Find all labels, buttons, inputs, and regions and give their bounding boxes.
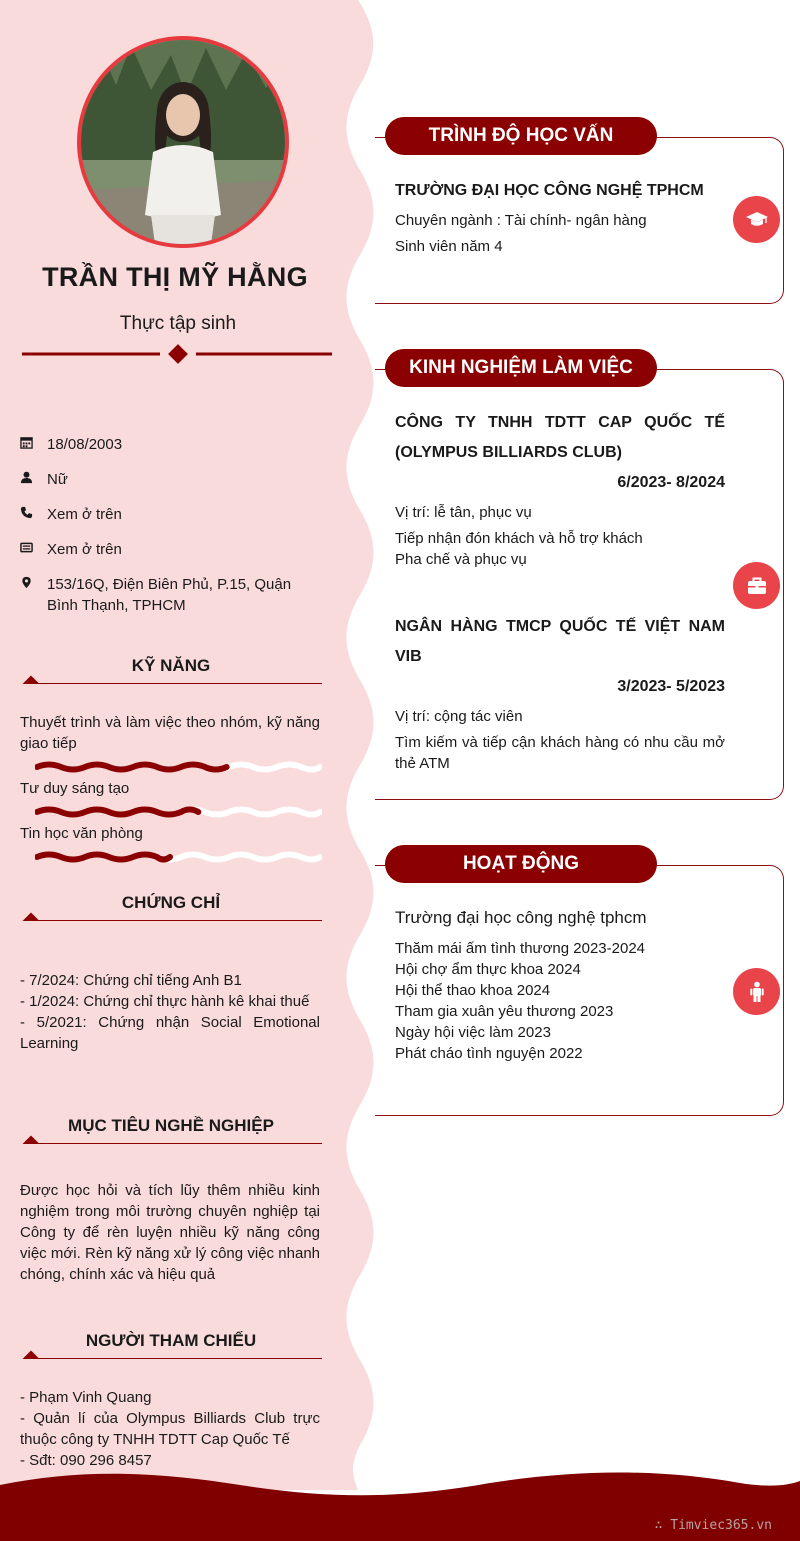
phone-row [20,504,320,525]
activities-list [395,938,725,1064]
phone-icon [20,504,47,519]
job-title: Thực tập sinh [119,313,237,334]
skill-bar-1 [35,760,322,774]
skill-bar-3 [35,850,322,864]
name-divider [22,344,332,364]
job-1-period: 6/2023- 8/2024 [617,474,725,491]
graduation-cap-icon [745,208,769,232]
certificates-title: CHỨNG CHỈ [121,893,221,912]
user-icon [20,469,47,484]
envelope-icon [20,539,47,554]
reference-item: - Sđt: 090 296 8457 [20,1452,152,1469]
briefcase-icon [746,575,768,597]
address [47,574,291,616]
education-major: Chuyên ngành : Tài chính- ngân hàng [395,212,647,229]
birthday: 18/08/2003 [47,436,123,453]
activities-org: Trường đại học công nghệ tphcm [395,908,647,927]
job-2-company: NGÂN HÀNG TMCP QUỐC TẾ VIỆT NAM VIB [395,618,725,665]
watermark: ∴ Timviec365.vn [654,1518,772,1533]
skill-label-3: Tin học văn phòng [20,825,143,842]
job-2-position: Vị trí: cộng tác viên [395,708,523,725]
reference-item: - Phạm Vinh Quang [20,1389,152,1406]
birthday-row [20,434,320,455]
address-line-1: 153/16Q, Điện Biên Phủ, P.15, Quận [47,576,292,593]
email-row [20,539,320,560]
map-pin-icon [20,574,47,589]
skill-fill-1 [37,765,227,770]
education-school: TRƯỜNG ĐẠI HỌC CÔNG NGHỆ TPHCM [395,182,704,199]
full-name: TRẦN THỊ MỸ HẰNG [42,262,308,292]
objective-text: Được học hỏi và tích lũy thêm nhiều kinh nghiệm trong môi trường chuyên nghiệp tại Công ty để rèn luyện nhiều kỹ năng công việc mới. Rèn kỹ năng xử lý công việc nhanh chóng, chính xác và hiệu quả [20,1182,320,1283]
education-title: TRÌNH ĐỘ HỌC VẤN [385,117,657,155]
references-heading [20,1331,322,1361]
activities-title: HOẠT ĐỘNG [385,845,657,883]
experience-title: KINH NGHIỆM LÀM VIỆC [385,349,657,387]
reference-item: - Quản lí của Olympus Billiards Club trực thuộc công ty TNHH TDTT Cap Quốc Tế [20,1410,320,1448]
experience-badge [733,562,780,609]
education-badge [733,196,780,243]
job-1-duty-2: Pha chế và phục vụ [395,551,527,568]
person-icon [747,981,767,1003]
skill-label-2: Tư duy sáng tạo [20,780,130,797]
skill-fill-2 [37,810,198,815]
job-1-company: CÔNG TY TNHH TDTT CAP QUỐC TẾ (OLYMPUS BILLIARDS CLUB) [395,414,725,461]
certificate-item: - 7/2024: Chứng chỉ tiếng Anh B1 [20,972,242,989]
objective-heading [20,1116,322,1146]
job-2-duty-1: Tìm kiếm và tiếp cận khách hàng có nhu cầu mở thẻ ATM [395,734,725,772]
gender-row [20,469,320,490]
activity-item: Hội chợ ẩm thực khoa 2024 [395,961,581,978]
certificates-list [20,970,320,1054]
skill-label-1: Thuyết trình và làm việc theo nhóm, kỹ năng giao tiếp [20,714,320,752]
education-year: Sinh viên năm 4 [395,238,503,255]
references-title: NGƯỜI THAM CHIẾU [85,1331,257,1350]
certificate-item: - 5/2021: Chứng nhận Social Emotional Learning [20,1014,320,1052]
job-2-period: 3/2023- 5/2023 [617,678,725,695]
activity-item: Hội thể thao khoa 2024 [395,982,551,999]
phone: Xem ở trên [47,506,122,523]
references-list [20,1387,320,1471]
certificate-item: - 1/2024: Chứng chỉ thực hành kê khai thuế [20,993,310,1010]
job-1-duty-1: Tiếp nhận đón khách và hỗ trợ khách [395,530,643,547]
activity-item: Phát cháo tình nguyện 2022 [395,1045,583,1062]
skills-title: KỸ NĂNG [131,656,211,675]
objective-title: MỤC TIÊU NGHỀ NGHIỆP [68,1116,274,1135]
skill-bar-2 [35,805,322,819]
gender: Nữ [47,471,68,488]
address-line-2: Bình Thạnh, TPHCM [47,597,186,614]
activities-badge [733,968,780,1015]
activity-item: Tham gia xuân yêu thương 2023 [395,1003,614,1020]
calendar-icon [20,434,47,449]
activity-item: Ngày hội việc làm 2023 [395,1024,551,1041]
certificates-heading [20,893,322,923]
skill-fill-3 [37,855,170,860]
avatar [77,36,289,248]
job-1-position: Vị trí: lễ tân, phục vụ [395,504,532,521]
email: Xem ở trên [47,541,122,558]
activity-item: Thăm mái ấm tình thương 2023-2024 [395,940,646,957]
skills-heading [20,656,322,686]
address-row [20,574,320,616]
